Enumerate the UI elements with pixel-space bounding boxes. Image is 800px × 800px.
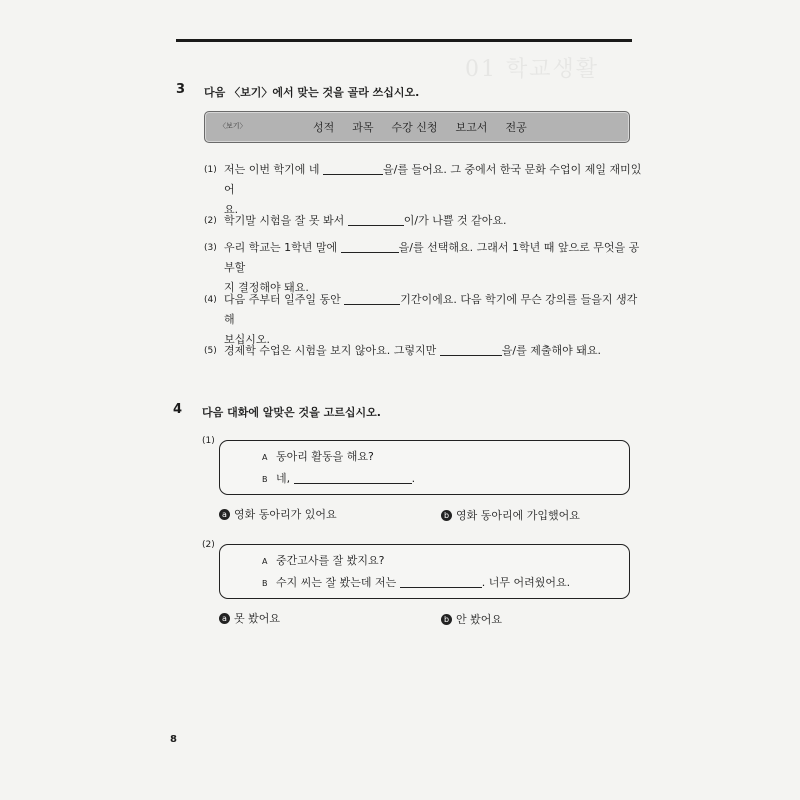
dialog-text-post: .	[411, 472, 416, 485]
item-text-pre: 학기말 시험을 잘 못 봐서	[224, 214, 345, 227]
speaker-a: A	[262, 557, 268, 566]
item-text-cont: 보십시오.	[224, 333, 271, 346]
item-number: (1)	[204, 165, 217, 175]
bleed-through-title: 01 학교생활	[465, 57, 599, 82]
dialog-1-option-b[interactable]	[441, 507, 580, 523]
bogi-label: 〈보기〉	[219, 122, 247, 130]
bogi-word: 수강 신청	[391, 121, 438, 134]
option-text: 안 봤어요	[456, 613, 503, 626]
bogi-word: 전공	[505, 121, 527, 134]
dialog-text-post: . 너무 어려웠어요.	[481, 576, 571, 589]
dialog-2-number: (2)	[202, 540, 215, 550]
option-text: 영화 동아리에 가입했어요	[456, 509, 580, 522]
bogi-box	[204, 111, 630, 143]
dialog-2-box	[219, 544, 630, 599]
item-text-pre: 경제학 수업은 시험을 보지 않아요. 그렇지만	[224, 344, 437, 357]
dialog-text: 중간고사를 잘 봤지요?	[276, 554, 385, 567]
answer-blank[interactable]	[294, 471, 412, 484]
dialog-2-line-b	[262, 574, 570, 590]
item-number: (5)	[204, 346, 217, 356]
item-text-post: 을/를 선택해요. 그래서 1학년 때 앞으로 무엇을 공부할	[224, 241, 640, 274]
bogi-word: 보고서	[455, 121, 488, 134]
question-4-title: 다음 대화에 알맞은 것을 고르십시오.	[202, 406, 381, 419]
dialog-2-option-b[interactable]	[441, 611, 502, 627]
item-number: (2)	[204, 216, 217, 226]
option-text: 못 봤어요	[234, 612, 281, 625]
page-number: 8	[170, 734, 177, 745]
dialog-1-line-a	[262, 448, 374, 464]
item-text-pre: 우리 학교는 1학년 말에	[224, 241, 338, 254]
option-a-mark: a	[219, 509, 230, 520]
answer-blank[interactable]	[341, 240, 399, 253]
answer-blank[interactable]	[400, 575, 482, 588]
dialog-text-pre: 네,	[276, 472, 291, 485]
dialog-1-line-b	[262, 470, 415, 486]
item-number: (3)	[204, 243, 217, 253]
dialog-2-option-a[interactable]	[219, 610, 280, 626]
bogi-word: 성적	[313, 121, 335, 134]
item-text-cont: 지 결정해야 돼요.	[224, 281, 309, 294]
option-b-mark: b	[441, 614, 452, 625]
dialog-text-pre: 수지 씨는 잘 봤는데 저는	[276, 576, 397, 589]
speaker-b: B	[262, 475, 268, 484]
dialog-1-option-a[interactable]	[219, 506, 337, 522]
bogi-word-list	[313, 119, 545, 135]
item-text-pre: 저는 이번 학기에 네	[224, 163, 320, 176]
bogi-word: 과목	[352, 121, 374, 134]
dialog-2-line-a	[262, 552, 384, 568]
top-rule	[176, 39, 632, 42]
item-text-cont: 요.	[224, 203, 239, 216]
answer-blank[interactable]	[344, 292, 400, 305]
item-text-post: 이/가 나쁠 것 같아요.	[403, 214, 507, 227]
question-3-number: 3	[176, 82, 186, 97]
item-text-post: 기간이에요. 다음 학기에 무슨 강의를 들을지 생각해	[224, 293, 638, 326]
speaker-b: B	[262, 579, 268, 588]
item-number: (4)	[204, 295, 217, 305]
item-text-post: 을/를 제출해야 돼요.	[501, 344, 601, 357]
dialog-text: 동아리 활동을 해요?	[276, 450, 374, 463]
dialog-1-number: (1)	[202, 436, 215, 446]
dialog-1-box	[219, 440, 630, 495]
question-3-title: 다음 〈보기〉에서 맞는 것을 골라 쓰십시오.	[204, 86, 420, 99]
option-b-mark: b	[441, 510, 452, 521]
answer-blank[interactable]	[323, 162, 383, 175]
speaker-a: A	[262, 453, 268, 462]
option-a-mark: a	[219, 613, 230, 624]
answer-blank[interactable]	[348, 213, 404, 226]
answer-blank[interactable]	[440, 343, 502, 356]
option-text: 영화 동아리가 있어요	[234, 508, 337, 521]
question-4-number: 4	[173, 402, 183, 417]
item-text-post: 을/를 들어요. 그 중에서 한국 문화 수업이 제일 재미있어	[224, 163, 642, 196]
item-text-pre: 다음 주부터 일주일 동안	[224, 293, 341, 306]
